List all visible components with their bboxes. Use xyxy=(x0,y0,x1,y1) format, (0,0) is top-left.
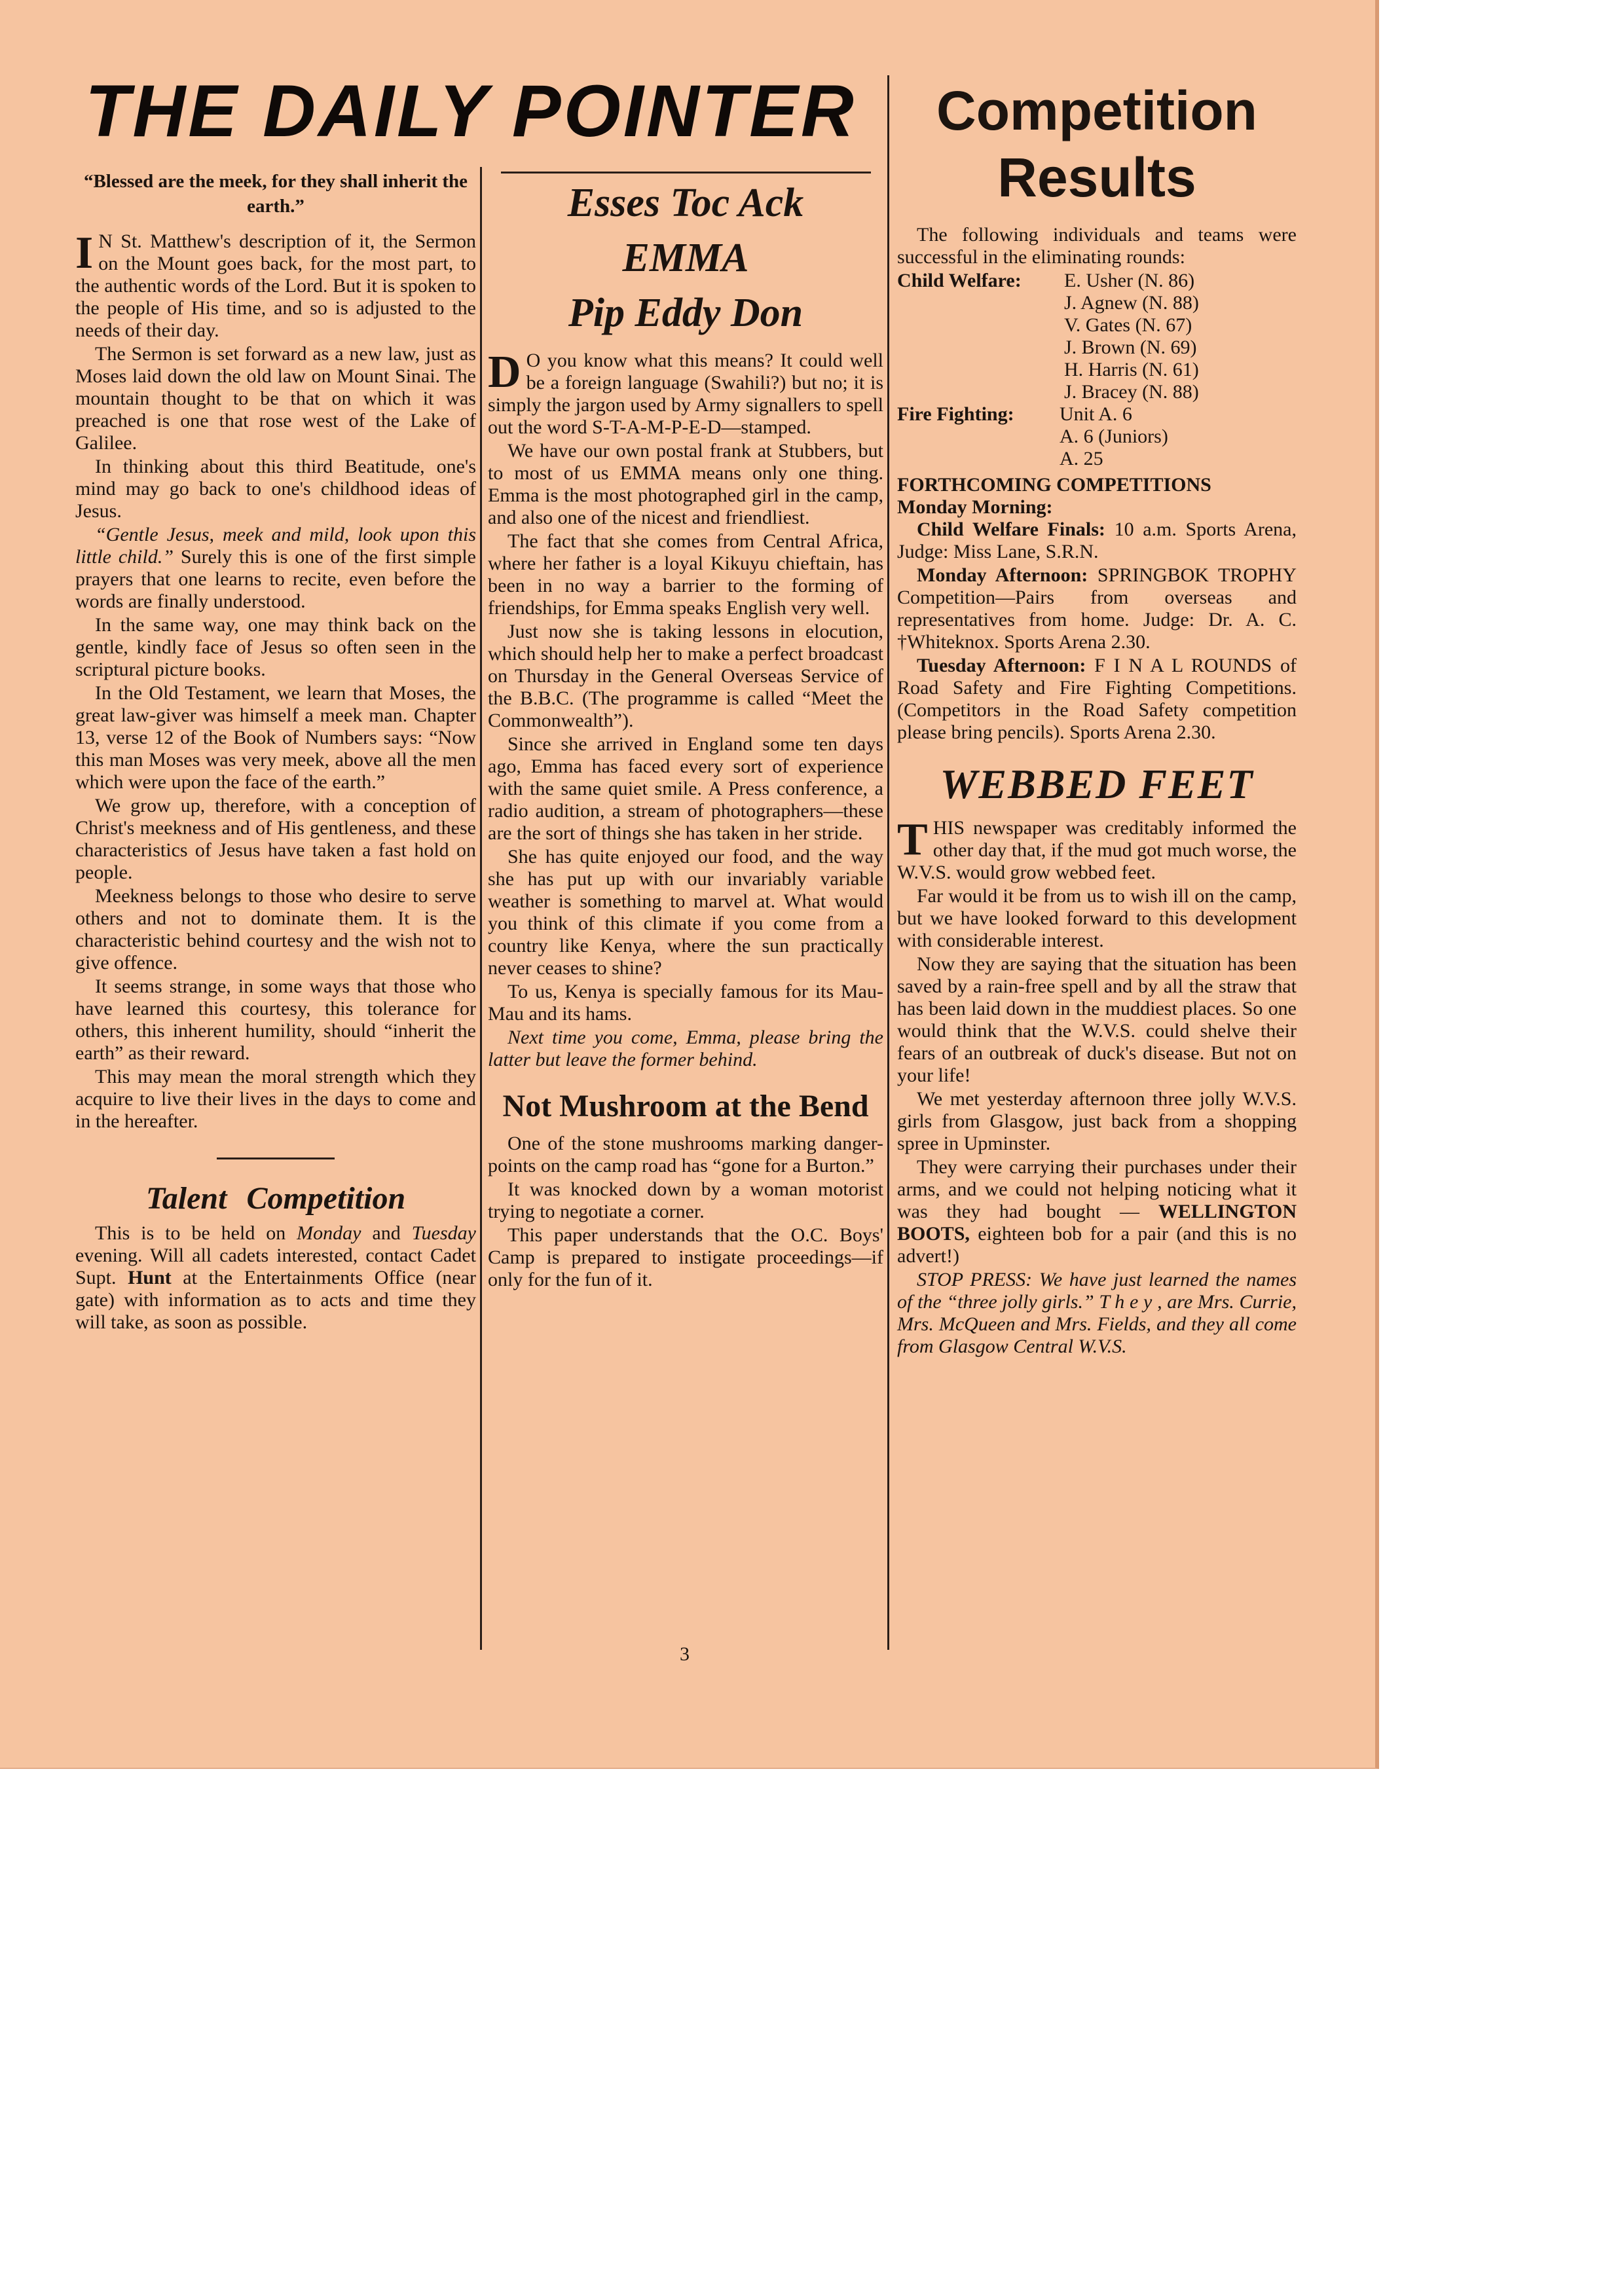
webbed-paragraph: They were carrying their purchases under their arms, and we could not helping noticing what it was they had bought — WELLINGTON BOOTS, eighteen bob for a pair (and this is no advert!) xyxy=(897,1156,1297,1267)
winner: V. Gates (N. 67) xyxy=(1064,314,1192,336)
webbed-paragraph: Far would it be from us to wish ill on the camp, but we have looked forward to this development with considerable interest. xyxy=(897,885,1297,951)
column-sermon xyxy=(75,169,476,1335)
emma-paragraph: We have our own postal frank at Stubbers, but to most of us EMMA means only one thing. Emma is the most photographed girl in the camp, and also one of the nicest and friendliest. xyxy=(488,440,883,528)
drop-cap: I xyxy=(75,228,94,278)
emma-paragraph: The fact that she comes from Central Africa, where her father is a loyal Kikuyu chieftain, has been in no way a barrier to the forming of friendships, for Emma speaks English very well. xyxy=(488,530,883,619)
headline-esses: Esses Toc Ack xyxy=(567,181,804,225)
sermon-paragraph: The Sermon is set forward as a new law, just as Moses laid down the old law on Mount Sinai. The mountain thought to be that on which it was preached is one that rose west of the Lake of Galilee. xyxy=(75,343,476,454)
sermon-paragraph: In thinking about this third Beatitude, one's mind may go back to one's childhood ideas of Jesus. xyxy=(75,456,476,522)
sermon-paragraph: In the same way, one may think back on the gentle, kindly face of Jesus so often seen in the scriptural picture books. xyxy=(75,614,476,680)
webbed-paragraph: We met yesterday afternoon three jolly W.V.S. girls from Glasgow, just back from a shopping spree in Upminster. xyxy=(897,1088,1297,1154)
page-number: 3 xyxy=(680,1643,690,1665)
sermon-paragraph: “Gentle Jesus, meek and mild, look upon this little child.” Surely this is one of the first simple prayers that one learns to recite, even before the words are finally understood. xyxy=(75,524,476,612)
winner: J. Brown (N. 69) xyxy=(1064,337,1197,358)
mushroom-paragraph: One of the stone mushrooms marking danger-points on the camp road has “gone for a Burton.” xyxy=(488,1133,883,1176)
emma-paragraph: She has quite enjoyed our food, and the way she has put up with our invariably variable weather is something to marvel at. What would you think of this climate if you come from a country like Kenya, where the sun practically never ceases to shine? xyxy=(488,846,883,979)
emma-paragraph: Just now she is taking lessons in elocution, which should help her to make a perfect broadcast on Thursday in the General Overseas Service of the B.B.C. (The programme is called “Meet the Commonwealth”). xyxy=(488,621,883,731)
child-welfare-row xyxy=(897,270,1297,292)
webbed-feet-title: WEBBED FEET xyxy=(940,761,1254,807)
webbed-paragraph: Now they are saying that the situation has been saved by a rain-free spell and by all the straw that has been laid down in the muddiest places. So one would think that the W.V.S. could shelve their fears of an outbreak of duck's disease. But not on your life! xyxy=(897,953,1297,1086)
winner: A. 6 (Juniors) xyxy=(1060,426,1168,447)
winner: J. Bracey (N. 88) xyxy=(1064,381,1199,403)
emma-paragraph: To us, Kenya is specially famous for its Mau-Mau and its hams. xyxy=(488,981,883,1025)
sermon-paragraph: I N St. Matthew's description of it, the Sermon on the Mount goes back, for the most part, to the authentic words of the Lord. But it is spoken to the people of His time, and so is adjusted to the needs of their day. xyxy=(75,228,476,341)
webbed-paragraph: THIS newspaper was creditably informed the other day that, if the mud got much worse, the W.V.S. would grow webbed feet. xyxy=(897,814,1297,883)
masthead-title: THE DAILY POINTER xyxy=(85,70,857,152)
emma-paragraph: Since she arrived in England some ten days ago, Emma has faced every sort of experience with the same quiet smile. A Press conference, a radio audition, a stream of photographers—these are the sort of things she has taken in her stride. xyxy=(488,733,883,844)
winner: J. Agnew (N. 88) xyxy=(1064,292,1199,314)
child-welfare-finals: Child Welfare Finals: 10 a.m. Sports Arena, Judge: Miss Lane, S.R.N. xyxy=(897,519,1297,562)
column-emma xyxy=(488,175,883,1292)
winner: Unit A. 6 xyxy=(1060,403,1132,425)
headline-rule xyxy=(501,172,871,173)
fire-fighting-row xyxy=(897,403,1297,426)
monday-morning-heading: Monday Morning: xyxy=(897,496,1053,518)
headline-emma: EMMA xyxy=(622,236,749,280)
mushroom-paragraph: It was knocked down by a woman motorist trying to negotiate a corner. xyxy=(488,1178,883,1222)
final-rounds: Tuesday Afternoon: F I N A L ROUNDS of Road Safety and Fire Fighting Competitions. (Competitors in the Road Safety competition please bring pencils). Sports Arena 2.30. xyxy=(897,655,1297,743)
results-intro: The following individuals and teams were successful in the eliminating rounds: xyxy=(897,224,1297,268)
sermon-paragraph: It seems strange, in some ways that those who have learned this courtesy, this tolerance for others, this inherent humility, should “inherit the earth” as their reward. xyxy=(75,975,476,1064)
column-divider-1 xyxy=(480,167,482,1650)
talent-paragraph: This is to be held on Monday and Tuesday evening. Will all cadets interested, contact Cadet Supt. Hunt at the Entertainments Office (near gate) with information as to acts and time they will take, as soon as possible. xyxy=(75,1222,477,1333)
drop-cap: T xyxy=(897,814,928,865)
talent-competition-title: Talent Competition xyxy=(145,1181,406,1216)
winner: A. 25 xyxy=(1060,448,1103,469)
child-welfare-label: Child Welfare: xyxy=(897,270,1022,291)
column-divider-2 xyxy=(887,75,889,1650)
mushroom-paragraph: This paper understands that the O.C. Boys' Camp is prepared to instigate proceedings—if only for the fun of it. xyxy=(488,1224,883,1290)
winner: H. Harris (N. 61) xyxy=(1064,359,1199,380)
column-results xyxy=(897,77,1297,1359)
section-rule xyxy=(217,1157,335,1159)
drop-cap: D xyxy=(488,347,521,397)
sermon-paragraph: This may mean the moral strength which they acquire to live their lives in the days to come and in the hereafter. xyxy=(75,1066,476,1132)
winner: E. Usher (N. 86) xyxy=(1064,270,1195,291)
fire-fighting-label: Fire Fighting: xyxy=(897,403,1014,425)
springbok-trophy: Monday Afternoon: SPRINGBOK TROPHY Competition—Pairs from overseas and representatives from home. Judge: Dr. A. C. †Whiteknox. Sports Arena 2.30. xyxy=(897,564,1297,653)
emma-paragraph: D O you know what this means? It could well be a foreign language (Swahili?) but no; it is simply the jargon used by Army signallers to spell out the word S-T-A-M-P-E-D—stamped. xyxy=(488,347,883,438)
sermon-paragraph: We grow up, therefore, with a conception of Christ's meekness and of His gentleness, and these characteristics of Jesus have taken a fast hold on people. xyxy=(75,795,476,883)
sermon-paragraph: In the Old Testament, we learn that Moses, the great law-giver was himself a meek man. Chapter 13, verse 12 of the Book of Numbers says: “Now this man Moses was very meek, above all the men which were upon the face of the earth.” xyxy=(75,682,476,793)
headline-pip: Pip Eddy Don xyxy=(568,291,803,335)
competition-results-title: Competition Results xyxy=(936,80,1257,208)
emma-paragraph: Next time you come, Emma, please bring the latter but leave the former behind. xyxy=(488,1027,883,1070)
sermon-paragraph: Meekness belongs to those who desire to serve others and not to dominate them. It is the characteristic behind courtesy and the wish not to give offence. xyxy=(75,885,476,974)
stop-press: STOP PRESS: We have just learned the names of the “three jolly girls.” T h e y , are Mrs. Currie, Mrs. McQueen and Mrs. Fields, and they all come from Glasgow Central W.V.S. xyxy=(897,1269,1297,1357)
mushroom-title: Not Mushroom at the Bend xyxy=(502,1089,869,1123)
forthcoming-heading: FORTHCOMING COMPETITIONS xyxy=(897,474,1211,496)
sermon-quote: “Blessed are the meek, for they shall inherit the earth.” xyxy=(83,171,468,217)
